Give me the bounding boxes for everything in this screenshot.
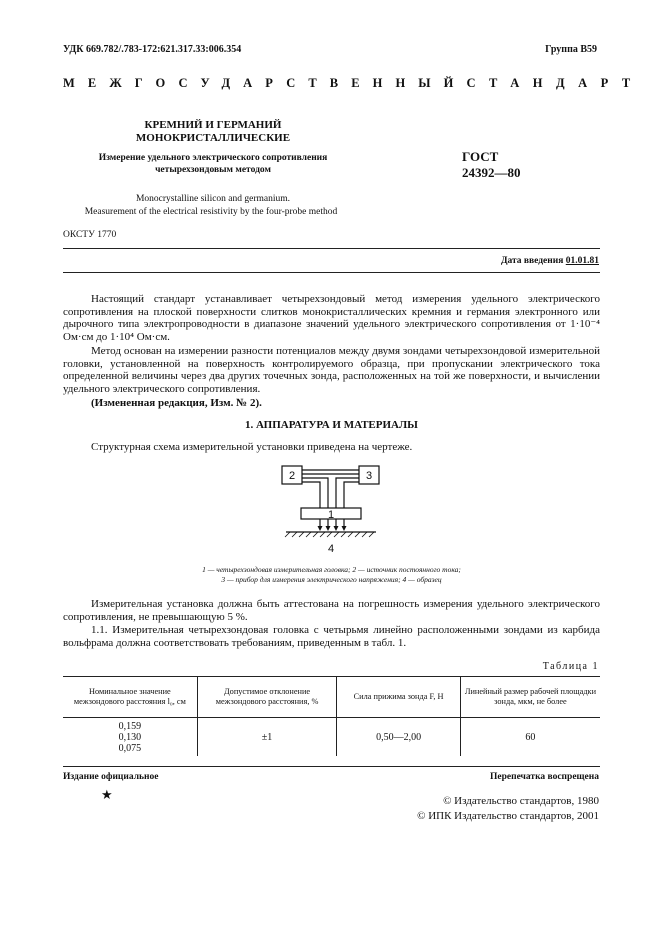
header-divider bbox=[63, 248, 600, 249]
paragraph-scope: Настоящий стандарт устанавливает четырехзондовый метод измерения удельного электрического сопротивления на плоской поверхности слитков монокристаллических кремния и германия электронного или дырочного типа электропроводности в диапазоне значений удельного электрического сопротивления от 1·10⁻⁴ Ом·см до 1·10⁴ Ом·см. bbox=[63, 293, 600, 343]
paragraph-method: Метод основан на измерении разности потенциалов между двумя зондами четырехзондовой измерительной головки, установленной на поверхность контролируемого образца, при пропускании электрического тока определенной величины через два других точечных зонда, расположенных на той же поверхности, и вычислении удельного электрического сопротивления. bbox=[63, 345, 600, 395]
nominal-value: 0,159 bbox=[118, 720, 142, 732]
title-line-1: КРЕМНИЙ И ГЕРМАНИЙ bbox=[144, 119, 282, 131]
paragraph-schematic-intro: Структурная схема измерительной установки приведена на чертеже. bbox=[91, 441, 413, 453]
label-2: 2 bbox=[288, 470, 296, 482]
banner-word-interstate: МЕЖГОСУДАРСТВЕННЫЙ bbox=[63, 76, 467, 90]
label-3: 3 bbox=[365, 470, 373, 482]
caption-line-1: 1 — четырехзондовая измерительная головка; 2 — источник постоянного тока; bbox=[202, 565, 461, 574]
document-title bbox=[63, 119, 363, 145]
sample-hatching bbox=[285, 532, 374, 537]
subtitle-line-1: Измерение удельного электрического сопротивления bbox=[98, 153, 328, 163]
date-divider bbox=[63, 272, 600, 273]
paragraph-certification: Измерительная установка должна быть аттестована на погрешность измерения удельного электрического сопротивления, не превышающую 5 %. bbox=[63, 598, 600, 623]
copyright-2001: © ИПК Издательство стандартов, 2001 bbox=[417, 810, 599, 822]
label-4: 4 bbox=[327, 543, 335, 555]
table-row bbox=[63, 718, 600, 757]
cell-deviation: ±1 bbox=[197, 718, 337, 757]
english-title-line-1: Monocrystalline silicon and germanium. bbox=[135, 194, 291, 204]
standard-banner bbox=[63, 76, 644, 91]
probe-arrows bbox=[318, 526, 347, 531]
official-edition: Издание официальное bbox=[63, 772, 159, 782]
nominal-value: 0,130 bbox=[118, 731, 142, 743]
schematic-diagram bbox=[270, 458, 392, 558]
date-value: 01.01.81 bbox=[565, 256, 599, 266]
table-caption: Таблица 1 bbox=[542, 661, 599, 672]
header-force: Сила прижима зонда F, Н bbox=[337, 677, 461, 718]
effective-date bbox=[501, 256, 599, 266]
title-line-2: МОНОКРИСТАЛЛИЧЕСКИЕ bbox=[135, 132, 291, 144]
requirements-table bbox=[63, 676, 600, 756]
date-label: Дата введения bbox=[500, 256, 564, 266]
paragraph-1-1: 1.1. Измерительная четырехзондовая головка с четырьмя линейно расположенными зондами из карбида вольфрама должна соответствовать требованиям, приведенным в табл. 1. bbox=[63, 624, 600, 649]
udk-code: УДК 669.782/.783-172:621.317.33:006.354 bbox=[63, 44, 242, 55]
english-title-line-2: Measurement of the electrical resistivity by the four-probe method bbox=[84, 207, 338, 217]
copyright-1980: © Издательство стандартов, 1980 bbox=[443, 795, 599, 807]
star-icon: ★ bbox=[101, 787, 113, 802]
group-code: Группа В59 bbox=[545, 44, 597, 55]
subtitle-line-2: четырехзондовым методом bbox=[155, 165, 271, 175]
document-subtitle bbox=[63, 152, 363, 176]
cell-pad-size: 60 bbox=[460, 718, 600, 757]
gost-number bbox=[462, 149, 521, 181]
nominal-value: 0,075 bbox=[118, 742, 142, 754]
cell-nominal-values bbox=[63, 718, 197, 757]
footer-divider bbox=[63, 766, 600, 767]
english-title bbox=[63, 193, 363, 219]
okstu-code: ОКСТУ 1770 bbox=[63, 230, 117, 240]
label-1: 1 bbox=[327, 509, 335, 521]
wiring bbox=[302, 470, 359, 508]
caption-line-2: 3 — прибор для измерения электрического напряжения; 4 — образец bbox=[221, 575, 442, 584]
figure-caption bbox=[63, 565, 600, 585]
cell-force: 0,50—2,00 bbox=[337, 718, 461, 757]
header-deviation: Допустимое отклонение межзондового расстояния, % bbox=[197, 677, 337, 718]
gost-label: ГОСТ bbox=[462, 149, 499, 164]
gost-code: 24392—80 bbox=[462, 165, 521, 180]
table-header-row bbox=[63, 677, 600, 718]
header-nominal-distance: Номинальное значение межзондового расстояния l₀, см bbox=[63, 677, 197, 718]
reprint-notice: Перепечатка воспрещена bbox=[489, 772, 599, 782]
amendment-note: (Измененная редакция, Изм. № 2). bbox=[91, 397, 262, 409]
section-heading: 1. АППАРАТУРА И МАТЕРИАЛЫ bbox=[245, 419, 418, 431]
header-pad-size: Линейный размер рабочей площадки зонда, мкм, не более bbox=[460, 677, 600, 718]
banner-word-standard: СТАНДАРТ bbox=[466, 76, 644, 90]
